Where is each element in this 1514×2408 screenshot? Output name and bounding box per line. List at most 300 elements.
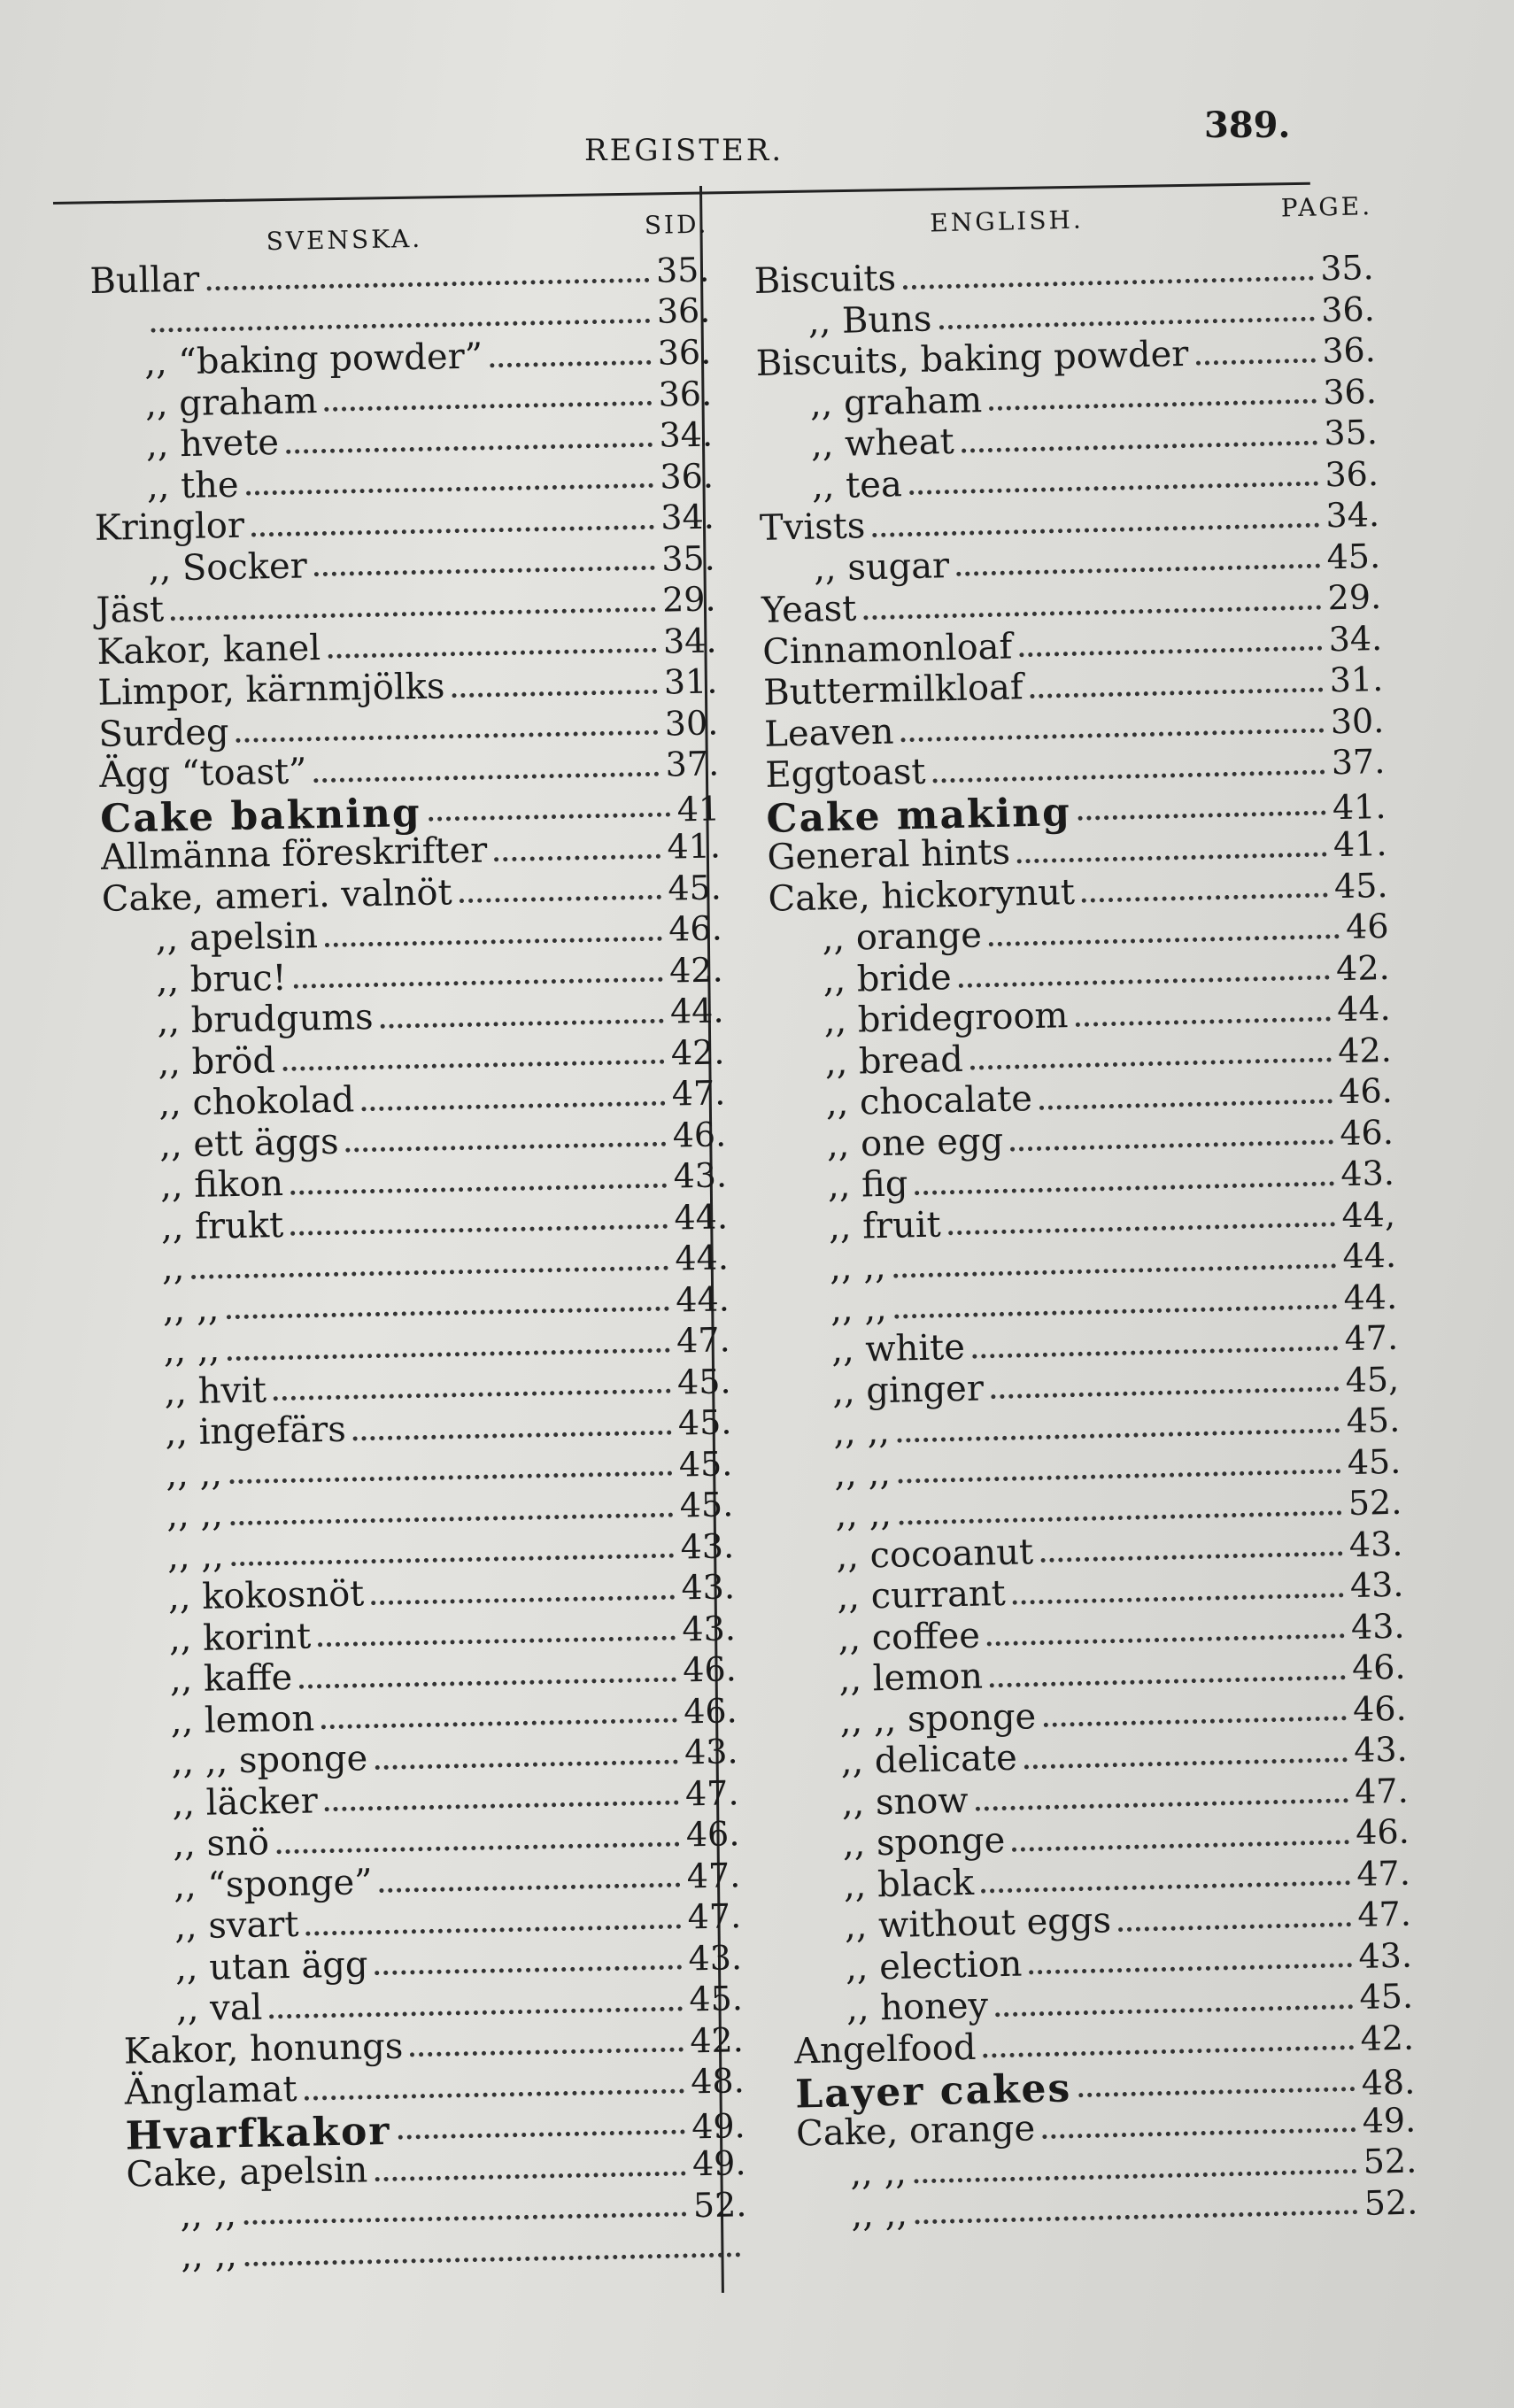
entry-text: ,, korint — [168, 1615, 312, 1660]
dot-leader — [398, 2130, 685, 2140]
dot-leader — [230, 1512, 673, 1525]
dot-leader — [231, 1554, 674, 1567]
entry-text: ,, ,, — [180, 2234, 238, 2277]
entry-text: ,, ,, — [162, 1287, 220, 1331]
entry-page-number: 45. — [678, 1443, 733, 1484]
entry-page-number: 44. — [1343, 1277, 1398, 1317]
entry-page-number: 34. — [660, 497, 715, 537]
entry-page-number: 43. — [681, 1567, 736, 1608]
entry-page-number: 46. — [1352, 1688, 1408, 1729]
entry-text: ,, apelsin — [155, 915, 319, 960]
entry-indent — [772, 1074, 825, 1075]
entry-page-number: 36. — [659, 456, 715, 497]
entry-text: ,, bröd — [158, 1039, 276, 1084]
entry-page-number: 45. — [1358, 1976, 1414, 2017]
dot-leader — [1040, 1552, 1342, 1563]
dot-leader — [1012, 1840, 1348, 1852]
entry-page-number: 42. — [1335, 947, 1391, 988]
entry-indent — [106, 1156, 159, 1157]
dot-leader — [872, 522, 1318, 536]
entry-text: ,, — [161, 1247, 185, 1289]
entry-indent — [771, 1032, 824, 1033]
entry-text: ,, bread — [824, 1038, 964, 1083]
dot-leader — [899, 1510, 1341, 1524]
entry-text: ,, ,, — [165, 1452, 223, 1495]
dot-leader — [361, 1100, 665, 1111]
entry-indent — [789, 1815, 842, 1816]
entry-page-number: 45. — [1346, 1400, 1401, 1441]
entry-page-number: 41 — [676, 788, 721, 829]
entry-text: General hints — [767, 831, 1011, 878]
dot-leader — [286, 443, 653, 454]
entry-text: ,, chokolad — [158, 1079, 355, 1124]
entry-text: ,, fruit — [828, 1203, 942, 1247]
entry-page-number: 47. — [687, 1896, 742, 1937]
entry-indent — [793, 2020, 846, 2021]
entry-page-number: 44. — [675, 1278, 730, 1319]
entry-text: ,, the — [146, 464, 240, 507]
dot-leader — [915, 2210, 1357, 2224]
dot-leader — [227, 1307, 669, 1320]
entry-indent — [774, 1156, 827, 1157]
entry-page-number: 47. — [1344, 1317, 1399, 1359]
entry-page-number: 47. — [676, 1320, 731, 1361]
entry-page-number: 47. — [686, 1855, 741, 1895]
dot-leader — [294, 977, 662, 989]
entry-text: ,, sponge — [842, 1820, 1006, 1865]
entry-indent — [121, 1897, 174, 1898]
dot-leader — [1010, 1140, 1332, 1152]
entry-page-number: 37. — [665, 744, 720, 784]
dot-leader — [1024, 1757, 1348, 1769]
entry-text: ,, ,, — [829, 1246, 887, 1289]
entry-indent — [96, 580, 149, 581]
entry-text: ,, “baking powder” — [143, 336, 483, 383]
entry-indent — [105, 1074, 158, 1075]
entry-indent — [120, 1815, 173, 1816]
entry-page-number: 36. — [657, 332, 712, 373]
entry-text: Layer cakes — [794, 2065, 1072, 2118]
entry-text: ,, orange — [822, 915, 983, 960]
english-page-label: PAGE. — [1280, 191, 1373, 223]
entry-page-number: 46. — [683, 1690, 738, 1731]
swedish-index-list — [89, 250, 748, 2279]
swedish-heading: SVENSKA. — [266, 223, 423, 257]
dot-leader — [321, 1718, 676, 1730]
dot-leader — [1013, 1593, 1343, 1604]
entry-text: Bullar — [89, 259, 200, 302]
entry-text: Eggtoast — [764, 751, 926, 796]
entry-page-number: 46. — [1351, 1647, 1406, 1688]
entry-indent — [788, 1773, 841, 1774]
entry-text: ,, graham — [144, 380, 318, 425]
dot-leader — [460, 895, 661, 903]
entry-page-number: 47. — [684, 1772, 739, 1813]
entry-text: Surdeg — [97, 711, 229, 755]
entry-page-number: 45. — [677, 1402, 732, 1443]
entry-text: ,, brudgums — [157, 996, 375, 1042]
dot-leader — [989, 934, 1339, 946]
entry-text: ,, snow — [841, 1779, 969, 1824]
entry-text: ,, hvit — [164, 1369, 267, 1413]
entry-page-number: 42. — [670, 1031, 725, 1073]
dot-leader — [987, 1634, 1344, 1647]
dot-leader — [306, 1924, 681, 1935]
entry-text: ,, ,, — [833, 1452, 892, 1494]
dot-leader — [962, 440, 1317, 452]
entry-page-number: 43. — [684, 1732, 738, 1772]
entry-text: Cake, ameri. valnöt — [101, 871, 453, 920]
entry-page-number: 43. — [673, 1155, 728, 1196]
entry-text: ,, ,, — [830, 1287, 888, 1330]
entry-text: ,, bride — [823, 956, 953, 1000]
entry-indent — [758, 457, 811, 458]
dot-leader — [970, 1058, 1332, 1070]
entry-text: Angelfood — [793, 2026, 977, 2072]
page-number: 389. — [1204, 104, 1291, 146]
dot-leader — [290, 1224, 667, 1236]
entry-page-number: 45. — [1333, 865, 1388, 906]
entry-text: ,, honey — [846, 1985, 989, 2030]
dot-leader — [375, 2171, 685, 2181]
entry-page-number: 36. — [1320, 289, 1376, 329]
entry-text: ,, bridegroom — [823, 995, 1069, 1042]
entry-text: Leaven — [763, 711, 894, 755]
entry-page-number: 36. — [658, 374, 713, 414]
entry-text: Änglamat — [124, 2068, 297, 2113]
dot-leader — [914, 2169, 1356, 2183]
dot-leader — [244, 2252, 740, 2266]
entry-page-number: 52. — [1348, 1482, 1402, 1524]
entry-text: ,, ,, — [849, 2151, 908, 2195]
entry-indent — [128, 2267, 182, 2268]
entry-indent — [110, 1321, 163, 1322]
entry-page-number: 35. — [660, 537, 716, 579]
entry-page-number: 45. — [676, 1361, 731, 1401]
entry-text: Cake, hickorynut — [768, 871, 1076, 920]
dot-leader — [353, 1430, 671, 1440]
dot-leader — [325, 1801, 678, 1812]
entry-page-number: 45. — [1347, 1441, 1402, 1482]
dot-leader — [990, 1675, 1345, 1687]
dot-leader — [227, 1347, 669, 1361]
dot-leader — [1118, 1922, 1351, 1932]
entry-text: Allmänna föreskrifter — [100, 830, 488, 878]
entry-text: ,, sugar — [813, 544, 950, 590]
entry-page-number: 34. — [662, 620, 717, 661]
entry-text: ,, delicate — [840, 1737, 1018, 1783]
entry-page-number: 43. — [688, 1937, 743, 1978]
entry-page-number: 52. — [692, 2184, 747, 2225]
entry-page-number: 46. — [682, 1649, 738, 1690]
dot-leader — [863, 605, 1320, 620]
dot-leader — [318, 1636, 675, 1648]
entry-text: Kringlor — [94, 505, 245, 549]
entry-page-number: 43. — [680, 1525, 735, 1566]
dot-leader — [305, 2088, 684, 2100]
dot-leader — [251, 525, 653, 537]
entry-page-number: 47. — [1354, 1771, 1410, 1811]
entry-text: ,, tea — [811, 463, 903, 507]
dot-leader — [410, 2048, 683, 2057]
entry-page-number: 36. — [1321, 330, 1377, 371]
entry-indent — [783, 1526, 836, 1527]
dot-leader — [915, 1181, 1334, 1195]
entry-indent — [769, 950, 823, 951]
dot-leader — [490, 360, 651, 367]
dot-leader — [299, 1677, 676, 1688]
running-head: REGISTER. — [584, 133, 784, 168]
entry-text: ,, coffee — [838, 1615, 981, 1659]
entry-indent — [115, 1609, 168, 1610]
entry-page-number: 46. — [1339, 1112, 1394, 1153]
entry-text: ,, without eggs — [844, 1900, 1112, 1948]
dot-leader — [452, 690, 658, 698]
entry-indent — [111, 1362, 164, 1363]
entry-text: Cake, apelsin — [126, 2149, 368, 2196]
dot-leader — [956, 564, 1320, 576]
entry-page-number: 34. — [1325, 495, 1380, 536]
entry-page-number: 44. — [1336, 988, 1392, 1030]
entry-page-number: 48. — [1361, 2062, 1416, 2103]
entry-page-number: 42. — [689, 2019, 745, 2060]
entry-text: ,, black — [843, 1862, 975, 1906]
entry-indent — [91, 332, 144, 333]
entry-page-number: 44. — [674, 1196, 729, 1238]
dot-leader — [328, 648, 656, 659]
entry-page-number: 43. — [1340, 1153, 1395, 1194]
entry-page-number: 35. — [1323, 413, 1379, 453]
entry-indent — [92, 374, 145, 375]
dot-leader — [959, 976, 1330, 988]
dot-leader — [1078, 811, 1325, 821]
entry-indent — [757, 415, 810, 416]
entry-indent — [112, 1445, 166, 1446]
dot-leader — [191, 1265, 668, 1278]
dot-leader — [893, 1263, 1336, 1277]
dot-leader — [375, 1759, 677, 1770]
entry-text: Hvarfkakor — [125, 2108, 391, 2159]
entry-indent — [93, 457, 146, 458]
entry-indent — [785, 1650, 838, 1651]
entry-text: ,, lemon — [838, 1656, 984, 1701]
dot-leader — [1031, 687, 1323, 698]
dot-leader — [909, 482, 1318, 495]
entry-text: ,, frukt — [160, 1204, 284, 1248]
entry-page-number: 41. — [1332, 786, 1387, 827]
dot-leader — [229, 1471, 672, 1485]
entry-indent — [106, 1115, 159, 1116]
entry-page-number: 34. — [1328, 618, 1383, 659]
dot-leader — [939, 317, 1315, 330]
dot-leader — [314, 772, 659, 783]
entry-text: ,, ,, — [166, 1493, 224, 1536]
dot-leader — [429, 813, 670, 822]
entry-text: ,, ett äggs — [158, 1121, 339, 1166]
entry-text: ,, one egg — [826, 1120, 1004, 1165]
entry-indent — [791, 1897, 844, 1898]
entry-indent — [786, 1691, 839, 1692]
entry-page-number: 48. — [690, 2061, 745, 2102]
dot-leader — [948, 1223, 1335, 1236]
entry-indent — [755, 333, 808, 334]
entry-indent — [123, 2020, 176, 2021]
dot-leader — [1078, 2087, 1355, 2097]
entry-text: Cake making — [765, 789, 1072, 842]
entry-text: ,, white — [830, 1326, 966, 1371]
entry-page-number: 36. — [1324, 453, 1379, 494]
dot-leader — [976, 1798, 1348, 1811]
entry-text: ,, fig — [827, 1163, 908, 1207]
entry-page-number: 45. — [1326, 536, 1381, 576]
dot-leader — [269, 2006, 682, 2018]
dot-leader — [371, 1594, 674, 1605]
dot-leader — [290, 1183, 667, 1194]
entry-indent — [104, 1033, 158, 1034]
entry-indent — [117, 1692, 170, 1693]
entry-page-number: 35. — [655, 250, 710, 290]
dot-leader — [243, 2212, 686, 2226]
swedish-page-label: SID. — [644, 209, 709, 240]
entry-text: ,, läcker — [172, 1779, 319, 1825]
dot-leader — [1030, 1963, 1352, 1974]
entry-text: Cinnamonloaf — [761, 625, 1013, 673]
entry-indent — [781, 1444, 834, 1445]
entry-page-number: 44. — [674, 1238, 730, 1278]
entry-page-number: 43. — [1353, 1729, 1409, 1771]
entry-text: ,, ,, — [850, 2193, 908, 2235]
entry-page-number: 30. — [664, 702, 719, 744]
entry-indent — [107, 1198, 160, 1199]
entry-text: ,, ,, — [832, 1410, 891, 1454]
dot-leader — [276, 1841, 679, 1854]
entry-page-number: 36. — [656, 290, 711, 331]
entry-page-number: 35. — [1319, 248, 1375, 289]
entry-text: ,, election — [845, 1943, 1023, 1988]
entry-page-number: 46. — [672, 1114, 727, 1155]
entry-indent — [92, 415, 145, 416]
dot-leader — [246, 483, 653, 496]
entry-page-number: 42. — [668, 949, 723, 991]
entry-text: ,, graham — [809, 379, 983, 425]
entry-text: ,, Socker — [148, 544, 308, 590]
entry-text: ,, wheat — [810, 421, 955, 466]
entry-text: ,, kokosnöt — [167, 1573, 365, 1618]
entry-page-number: 45. — [679, 1485, 734, 1525]
entry-page-number: 47. — [1356, 1853, 1411, 1894]
entry-text: Cake bakning — [99, 790, 422, 842]
dot-leader — [380, 1883, 680, 1894]
dot-leader — [314, 566, 655, 576]
dot-leader — [1017, 852, 1326, 863]
dot-leader — [282, 1060, 664, 1071]
entry-page-number: 46. — [1355, 1811, 1410, 1853]
dot-leader — [206, 278, 649, 291]
entry-text: ,, lemon — [170, 1697, 315, 1742]
dot-leader — [494, 853, 660, 861]
entry-page-number: 42. — [1337, 1030, 1393, 1070]
entry-text: ,, cocoanut — [835, 1531, 1034, 1577]
entry-page-number: 36. — [1322, 371, 1378, 412]
entry-indent — [116, 1650, 169, 1651]
entry-page-number: 49. — [691, 2143, 746, 2184]
entry-page-number: 43. — [1350, 1606, 1405, 1647]
entry-text: ,, val — [175, 1987, 263, 2030]
dot-leader — [984, 2045, 1354, 2057]
entry-text: Ägg “toast” — [98, 751, 307, 796]
entry-page-number: 46. — [685, 1814, 740, 1855]
dot-leader — [1039, 1099, 1332, 1109]
dot-leader — [151, 319, 651, 333]
entry-page-number: 41. — [667, 826, 722, 867]
entry-indent — [120, 1856, 174, 1857]
dot-leader — [236, 730, 658, 743]
entry-text: ,, utan ägg — [174, 1943, 368, 1988]
entry-text: ,, bruc! — [156, 957, 288, 1001]
entry-page-number: 43. — [681, 1608, 737, 1648]
entry-indent — [112, 1403, 165, 1404]
entry-text: ,, ,, sponge — [171, 1738, 368, 1783]
dot-leader — [274, 1389, 670, 1401]
english-index-list — [753, 247, 1417, 2236]
entry-text: ,, ingefärs — [165, 1409, 347, 1454]
entry-text: ,, svart — [174, 1903, 299, 1948]
dot-leader — [972, 1346, 1338, 1358]
entry-indent — [119, 1774, 172, 1775]
entry-page-number: 29. — [661, 579, 716, 620]
entry-page-number: 52. — [1363, 2141, 1417, 2181]
dot-leader — [903, 275, 1313, 289]
entry-page-number: 46 — [1345, 906, 1389, 946]
entry-page-number: 46. — [668, 908, 723, 949]
entry-text: ,, ,, — [163, 1329, 220, 1371]
entry-text: Kakor, kanel — [97, 627, 321, 673]
entry-text: ,, fikon — [159, 1162, 284, 1207]
dot-leader — [1082, 893, 1327, 903]
dot-leader — [1043, 1716, 1346, 1727]
dot-leader — [991, 1387, 1339, 1400]
entry-text: ,, Buns — [807, 297, 932, 343]
dot-leader — [981, 1880, 1350, 1893]
entry-indent — [792, 1938, 845, 1939]
entry-indent — [784, 1568, 837, 1569]
dot-leader — [1042, 2127, 1356, 2139]
entry-page-number: 47. — [1356, 1894, 1412, 1934]
entry-text: ,, hvete — [145, 421, 280, 466]
entry-text: Cake, orange — [795, 2107, 1036, 2154]
entry-page-number: 45. — [689, 1979, 744, 2019]
entry-indent — [121, 1938, 174, 1939]
entry-text: ,, ginger — [831, 1367, 985, 1412]
entry-text: ,, snö — [172, 1822, 270, 1865]
entry-text: ,, ,, — [180, 2193, 237, 2235]
entry-text: ,, currant — [836, 1572, 1007, 1618]
dot-leader — [1076, 1016, 1331, 1027]
entry-indent — [114, 1568, 167, 1569]
entry-text: Kakor, honungs — [123, 2026, 404, 2072]
entry-text: ,, ,, — [166, 1534, 225, 1578]
entry-text: ,, “sponge” — [173, 1861, 373, 1906]
english-heading: ENGLISH. — [929, 205, 1085, 238]
english-column — [753, 191, 1418, 2236]
entry-text: Yeast — [761, 588, 857, 631]
entry-page-number: 46. — [1338, 1070, 1394, 1112]
entry-page-number: 31. — [1329, 659, 1384, 700]
dot-leader — [898, 1470, 1340, 1484]
entry-page-number: 43. — [1348, 1524, 1403, 1564]
dot-leader — [1019, 646, 1322, 658]
entry-indent — [103, 951, 156, 952]
